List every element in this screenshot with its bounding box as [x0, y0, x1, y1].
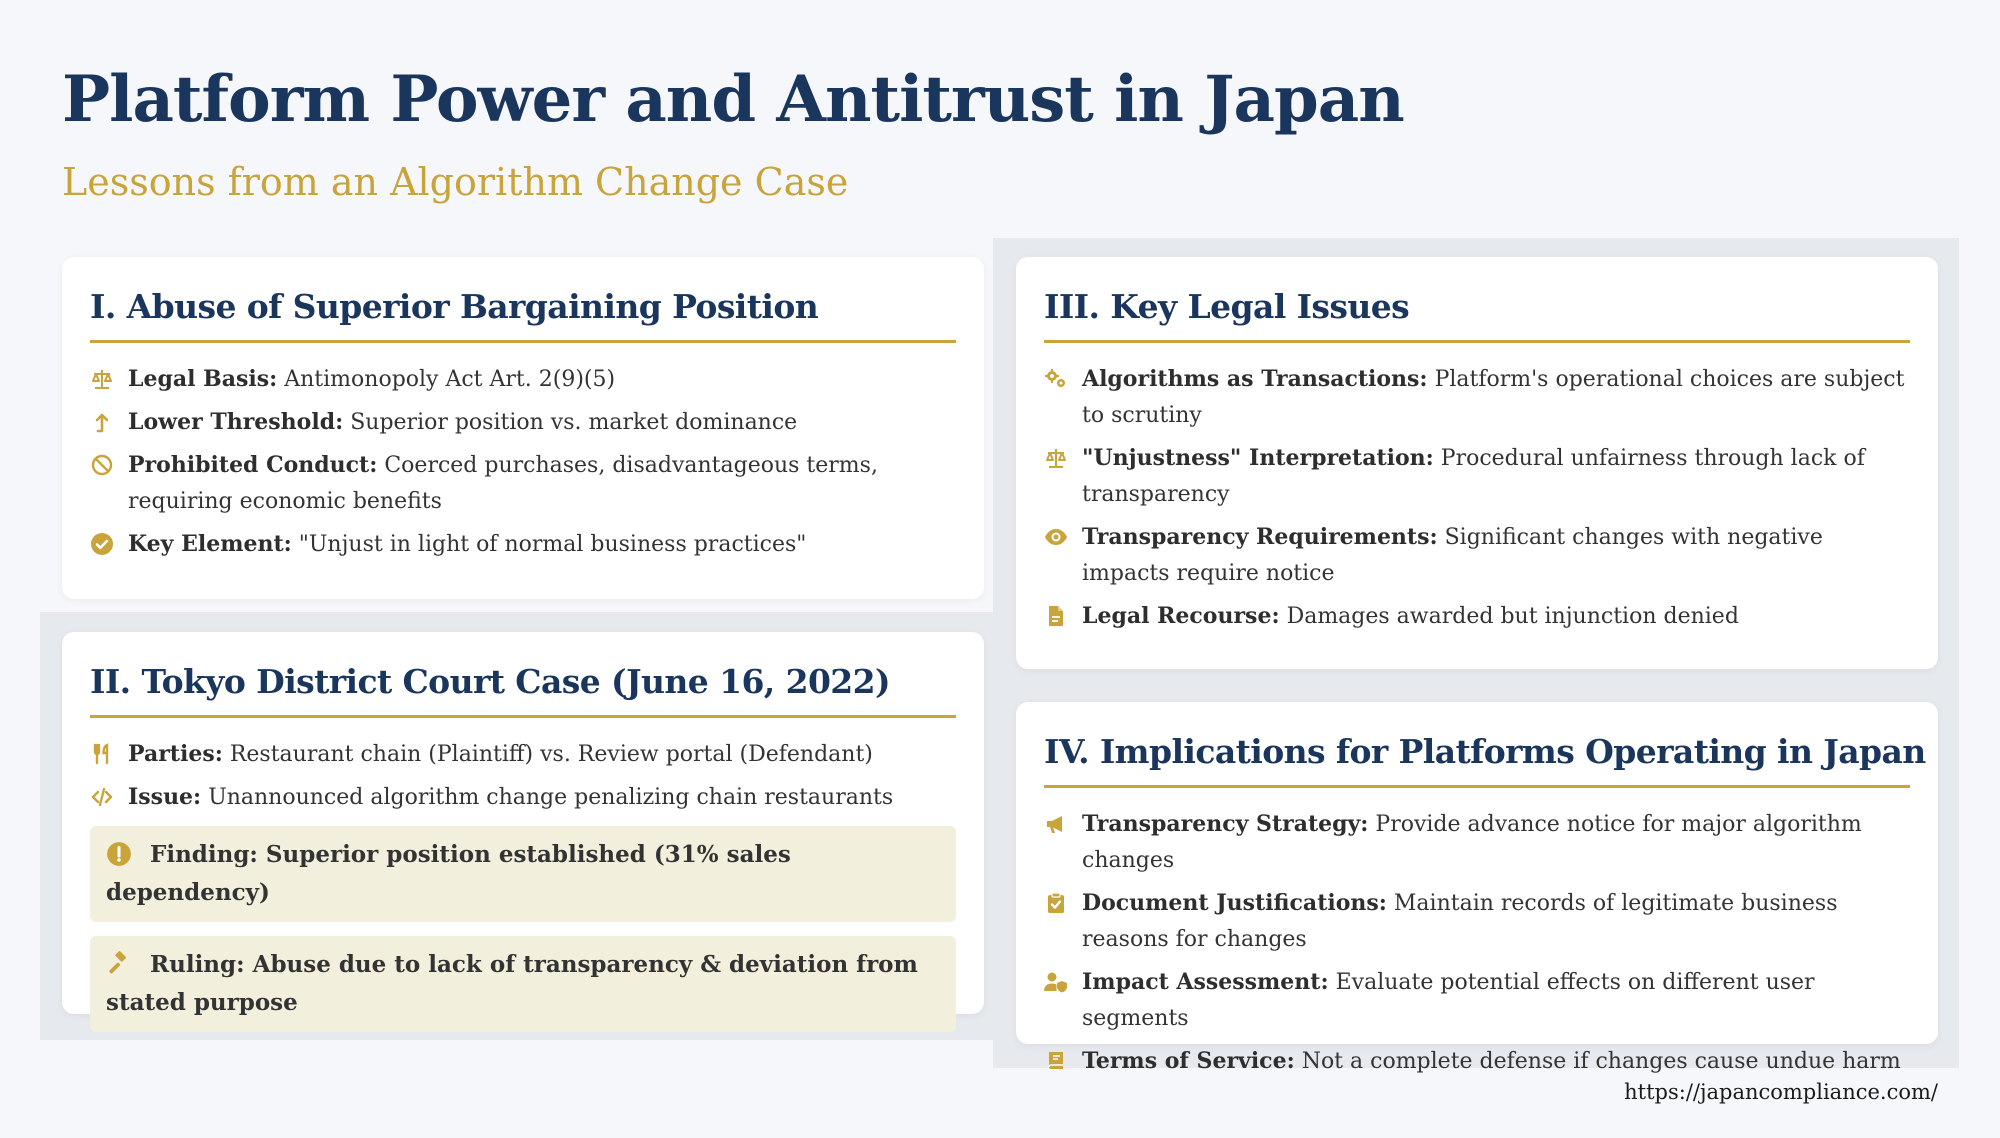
- list-item: [1044, 440, 1910, 513]
- scale-icon: [1044, 440, 1082, 476]
- section-title: III. Key Legal Issues: [1044, 287, 1910, 343]
- document-icon: [1044, 598, 1082, 634]
- list-item: [1044, 806, 1910, 879]
- megaphone-icon: [1044, 806, 1082, 842]
- user-shield-icon: [1044, 964, 1082, 1000]
- item-text: Superior position vs. market dominance: [350, 410, 798, 435]
- item-label: Terms of Service:: [1082, 1048, 1295, 1074]
- item-label: "Unjustness" Interpretation:: [1082, 445, 1434, 471]
- item-text: Not a complete defense if changes cause undue harm: [1301, 1049, 1901, 1074]
- arrow-up-icon: [90, 404, 128, 440]
- item-text: "Unjust in light of normal business practices": [298, 532, 807, 557]
- item-label: Legal Basis:: [128, 366, 278, 392]
- exclamation-circle-icon: [106, 841, 150, 867]
- clipboard-check-icon: [1044, 885, 1082, 921]
- item-text: Restaurant chain (Plaintiff) vs. Review portal (Defendant): [229, 742, 873, 767]
- list-item: [90, 779, 956, 816]
- item-label: Impact Assessment:: [1082, 969, 1329, 995]
- item-label: Issue:: [128, 784, 202, 810]
- item-label: Transparency Requirements:: [1082, 524, 1438, 550]
- section-legal-issues-card: [1016, 257, 1938, 669]
- eye-icon: [1044, 519, 1082, 555]
- section-title: II. Tokyo District Court Case (June 16, 2022): [90, 662, 956, 718]
- section-title: I. Abuse of Superior Bargaining Position: [90, 287, 956, 343]
- list-item: [1044, 964, 1910, 1037]
- item-label: Parties:: [128, 741, 223, 767]
- section-abuse-card: [62, 257, 984, 599]
- item-text: Damages awarded but injunction denied: [1286, 604, 1739, 629]
- list-item: [90, 361, 956, 398]
- ruling-text: Ruling: Abuse due to lack of transparency & deviation from stated purpose: [106, 951, 918, 1016]
- list-item: [1044, 598, 1910, 635]
- item-text: Provide advance notice for major algorithm changes: [1082, 812, 1862, 873]
- scale-icon: [90, 361, 128, 397]
- item-text: Platform's operational choices are subject to scrutiny: [1082, 367, 1905, 428]
- code-icon: [90, 779, 128, 815]
- item-label: Legal Recourse:: [1082, 603, 1280, 629]
- section-court-case-card: [62, 632, 984, 1014]
- list-item: [90, 447, 956, 520]
- gears-icon: [1044, 361, 1082, 397]
- item-label: Document Justifications:: [1082, 890, 1387, 916]
- list-item: [90, 736, 956, 773]
- item-label: Transparency Strategy:: [1082, 811, 1369, 837]
- ban-icon: [90, 447, 128, 483]
- list-item: [90, 404, 956, 441]
- item-label: Lower Threshold:: [128, 409, 344, 435]
- list-item: [1044, 1043, 1910, 1080]
- list-item: [1044, 361, 1910, 434]
- item-text: Evaluate potential effects on different user segments: [1082, 970, 1815, 1031]
- book-icon: [1044, 1043, 1082, 1079]
- list-item: [90, 526, 956, 563]
- item-text: Significant changes with negative impacts require notice: [1082, 525, 1823, 586]
- page-title: Platform Power and Antitrust in Japan: [62, 62, 1404, 137]
- utensils-icon: [90, 736, 128, 772]
- item-label: Prohibited Conduct:: [128, 452, 378, 478]
- footer-url-link[interactable]: https://japancompliance.com/: [1624, 1080, 1938, 1104]
- list-item: [1044, 519, 1910, 592]
- page-subtitle: Lessons from an Algorithm Change Case: [62, 160, 849, 204]
- item-text: Antimonopoly Act Art. 2(9)(5): [284, 367, 616, 392]
- check-circle-icon: [90, 526, 128, 562]
- item-text: Maintain records of legitimate business reasons for changes: [1082, 891, 1838, 952]
- ruling-box: [90, 936, 956, 1032]
- finding-text: Finding: Superior position established (31% sales dependency): [106, 841, 791, 906]
- item-text: Procedural unfairness through lack of transparency: [1082, 446, 1865, 507]
- gavel-icon: [106, 951, 150, 977]
- section-implications-card: [1016, 702, 1938, 1074]
- item-text: Coerced purchases, disadvantageous terms, requiring economic benefits: [128, 453, 878, 514]
- list-item: [1044, 885, 1910, 958]
- item-label: Algorithms as Transactions:: [1082, 366, 1428, 392]
- section-title: IV. Implications for Platforms Operating in Japan: [1044, 732, 1910, 788]
- item-label: Key Element:: [128, 531, 292, 557]
- finding-box: [90, 826, 956, 922]
- item-text: Unannounced algorithm change penalizing chain restaurants: [208, 785, 894, 810]
